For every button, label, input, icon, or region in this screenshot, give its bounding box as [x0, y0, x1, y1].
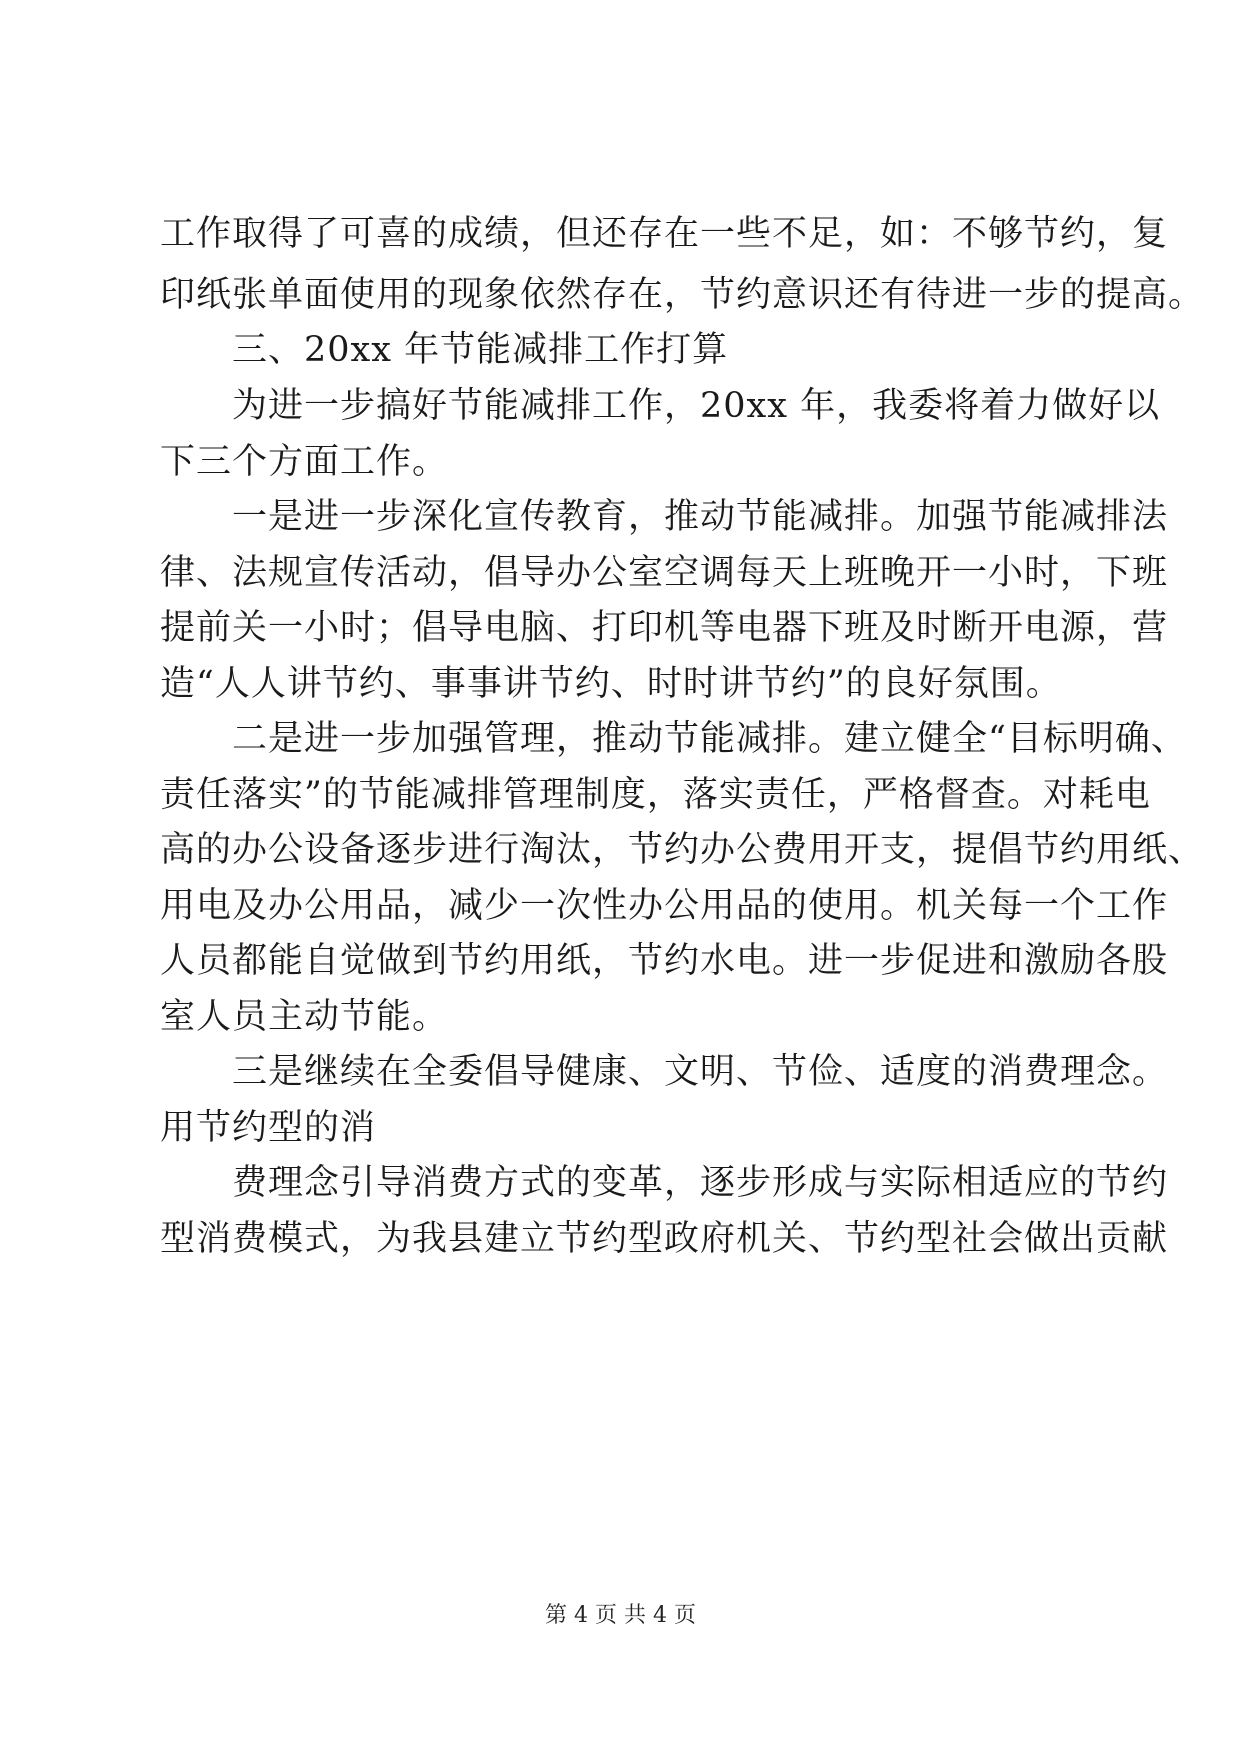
body-text-line: 用节约型的消 [160, 1108, 377, 1148]
body-text-line: 印纸张单面使用的现象依然存在，节约意识还有待进一步的提高。 [160, 275, 1205, 315]
body-text-line: 律、法规宣传活动，倡导办公室空调每天上班晚开一小时，下班 [160, 553, 1169, 593]
body-text-line: 责任落实”的节能减排管理制度，落实责任，严格督查。对耗电 [160, 775, 1151, 815]
paragraph-start-line: 费理念引导消费方式的变革，逐步形成与实际相适应的节约 [232, 1163, 1169, 1203]
paragraph-start-line: 一是进一步深化宣传教育，推动节能减排。加强节能减排法 [232, 497, 1169, 537]
body-text-line: 提前关一小时；倡导电脑、打印机等电器下班及时断开电源，营 [160, 608, 1169, 648]
body-text-line: 工作取得了可喜的成绩，但还存在一些不足，如：不够节约，复 [160, 214, 1169, 254]
paragraph-start-line: 二是进一步加强管理，推动节能减排。建立健全“目标明确、 [232, 719, 1187, 759]
section-heading: 三、20xx 年节能减排工作打算 [232, 330, 729, 370]
body-text-line: 室人员主动节能。 [160, 997, 449, 1037]
body-text-line: 用电及办公用品，减少一次性办公用品的使用。机关每一个工作 [160, 886, 1169, 926]
paragraph-start-line: 三是继续在全委倡导健康、文明、节俭、适度的消费理念。 [232, 1052, 1169, 1092]
body-text-line: 人员都能自觉做到节约用纸，节约水电。进一步促进和激励各股 [160, 941, 1169, 981]
body-text-line: 下三个方面工作。 [160, 442, 449, 482]
page-number-footer: 第 4 页 共 4 页 [545, 1603, 696, 1628]
body-text-line: 造“人人讲节约、事事讲节约、时时讲节约”的良好氛围。 [160, 664, 1062, 704]
paragraph-start-line: 为进一步搞好节能减排工作，20xx 年，我委将着力做好以 [232, 386, 1161, 426]
body-text-line: 型消费模式，为我县建立节约型政府机关、节约型社会做出贡献 [160, 1219, 1169, 1259]
body-text-line: 高的办公设备逐步进行淘汰，节约办公费用开支，提倡节约用纸、 [160, 830, 1205, 870]
